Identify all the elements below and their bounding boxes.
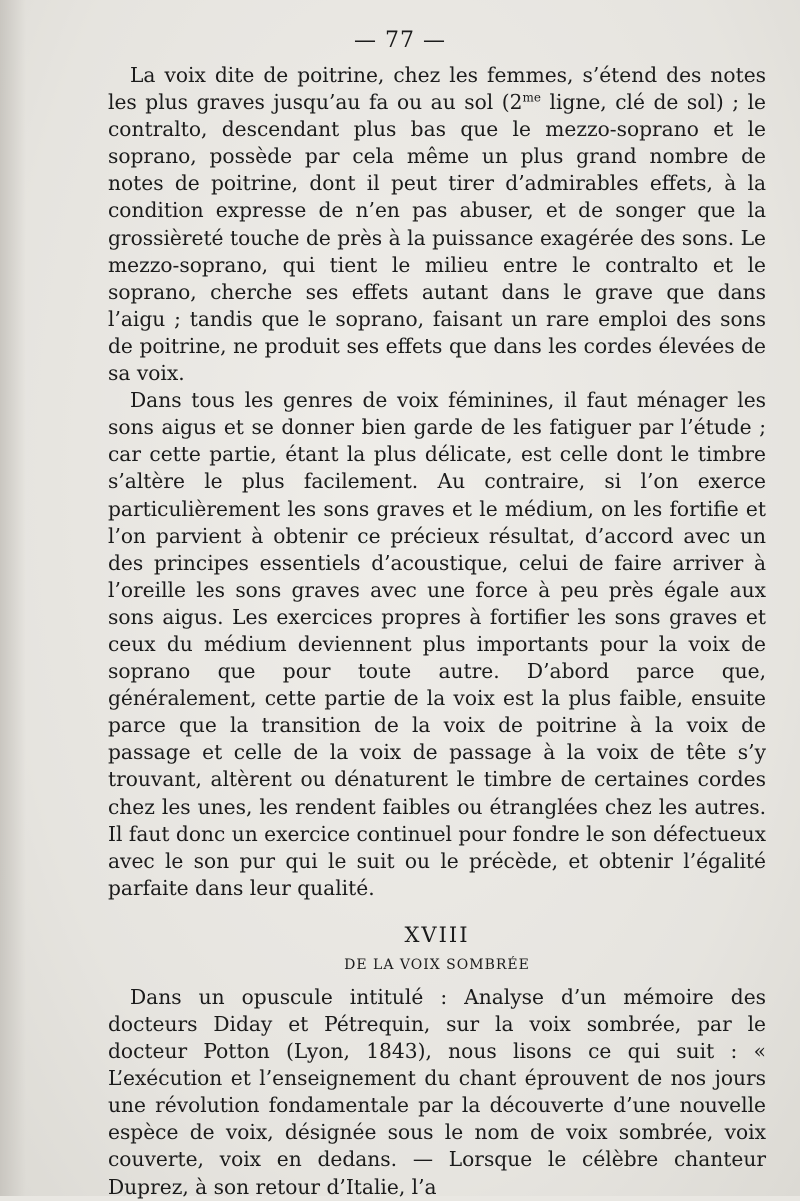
paragraph-voix-de-poitrine: [108, 62, 766, 387]
binding-shadow: [0, 0, 26, 1196]
section-number: XVIII: [404, 922, 470, 947]
paragraph-text-part: La voix dite de poitrine, chez les femmes, s’étend des notes les plus graves jusqu’au fa ou au sol (2: [108, 63, 766, 115]
section-title: DE LA VOIX SOMBRÉE: [344, 956, 530, 973]
body-text: [108, 62, 766, 1201]
paragraph-voix-feminines: Dans tous les genres de voix féminines, il faut ménager les sons aigus et se donner bien garde de les fatiguer par l’étude ; car cette partie, étant la plus délicate, est celle dont le timbre s’altère le plus facilement. Au contraire, si l’on exerce particulièrement les sons graves et le médium, on les fortifie et l’on parvient à obtenir ce précieux résultat, d’accord avec un des principes essentiels d’acoustique, celui de faire arriver à l’oreille les sons graves avec une force à peu près égale aux sons aigus. Les exercices propres à fortifier les sons graves et ceux du médium deviennent plus importants pour la voix de soprano que pour toute autre. D’abord parce que, généralement, cette partie de la voix est la plus faible, ensuite parce que la transition de la voix de poitrine à la voix de passage et celle de la voix de passage à la voix de tête s’y trouvant, altèrent ou dénaturent le timbre de certaines cordes chez les unes, les rendent faibles ou étranglées chez les autres. Il faut donc un exercice continuel pour fondre le son défectueux avec le son pur qui le suit ou le précède, et obtenir l’égalité parfaite dans leur qualité.: [108, 388, 766, 900]
paragraph-opuscule: Dans un opuscule intitulé : Analyse d’un mémoire des docteurs Diday et Pétrequin, sur la voix sombrée, par le docteur Potton (Lyon, 1843), nous lisons ce qui suit : « L’exécution et l’enseignement du chant éprouvent de nos jours une révolution fondamentale par la découverte d’une nouvelle espèce de voix, désignée sous le nom de voix sombrée, voix couverte, voix en dedans. — Lorsque le célèbre chanteur Duprez, à son retour d’Italie, l’a: [108, 984, 766, 1199]
page-number: — 77 —: [354, 28, 446, 53]
superscript-me: me: [522, 90, 541, 105]
paragraph-text-part: ligne, clé de sol) ; le contralto, descendant plus bas que le mezzo-soprano et le soprano, possède par cela même un plus grand nombre de notes de poitrine, dont il peut tirer d’admirables effets, à la condition expresse de n’en pas abuser, et de songer que la grossièreté touche de près à la puissance exagérée des sons. Le mezzo-soprano, qui tient le milieu entre le contralto et le soprano, cherche ses effets autant dans le grave que dans l’aigu ; tandis que le soprano, faisant un rare emploi des sons de poitrine, ne produit ses effets que dans les cordes élevées de sa voix.: [108, 90, 766, 386]
